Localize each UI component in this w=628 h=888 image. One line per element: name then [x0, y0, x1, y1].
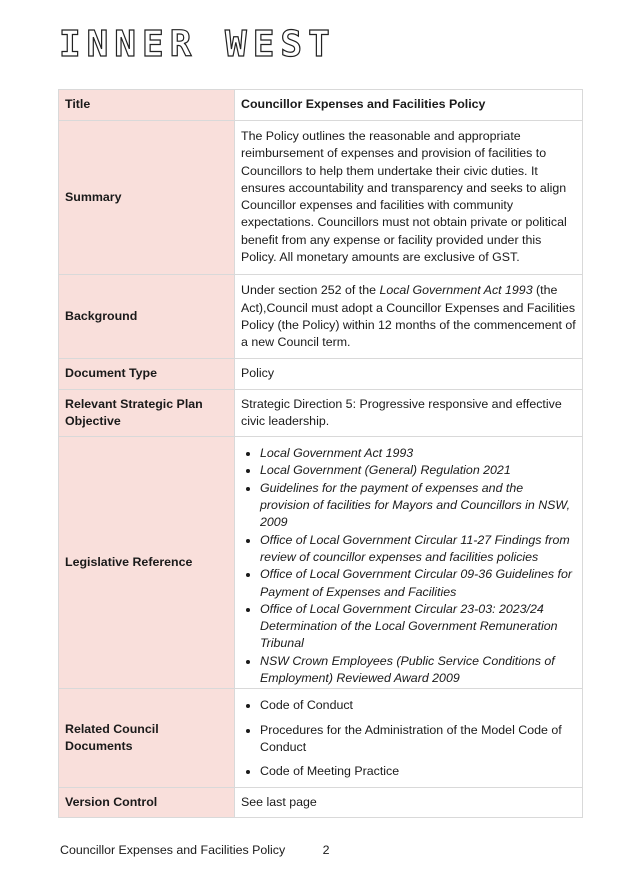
legislative-label: Legislative Reference: [59, 437, 235, 689]
summary-label: Summary: [59, 121, 235, 275]
related-value: [235, 689, 583, 787]
list-item: • Office of Local Government Circular 09-36 Guidelines for Payment of Expenses and Facilities: [260, 566, 576, 601]
table-row: [59, 90, 583, 121]
summary-value: [235, 121, 583, 275]
title-value: Councillor Expenses and Facilities Policy: [235, 90, 583, 121]
strategic-label: Relevant Strategic Plan Objective: [59, 389, 235, 437]
version-value: See last page: [235, 787, 583, 817]
list-item: • Guidelines for the payment of expenses and the provision of facilities for Mayors and Councillors in NSW, 2009: [260, 480, 576, 532]
background-text: [241, 282, 576, 351]
summary-text: The Policy outlines the reasonable and appropriate reimbursement of expenses and provision of facilities to Councillors to help them undertake their civic duties. It ensures accountability and transparency and seeks to align Councillor expenses and facilities with community expectations. Councillors must not obtain private or political benefit from any expense or facility provided under this Policy. All monetary amounts are exclusive of GST.: [241, 129, 567, 265]
strategic-value: Strategic Direction 5: Progressive responsive and effective civic leadership.: [235, 389, 583, 437]
list-item: • Code of Meeting Practice: [260, 763, 576, 780]
table-row: [59, 787, 583, 817]
list-item: • Office of Local Government Circular 11-27 Findings from review of councillor expenses and facilities policies: [260, 532, 576, 567]
logo-text: INNER WEST: [59, 24, 336, 65]
table-row: [59, 358, 583, 389]
version-label: Version Control: [59, 787, 235, 817]
table-row: [59, 689, 583, 787]
list-item: • Office of Local Government Circular 23-03: 2023/24 Determination of the Local Government Remuneration Tribunal: [260, 601, 576, 653]
doctype-label: Document Type: [59, 358, 235, 389]
footer-doc-title: Councillor Expenses and Facilities Policy: [60, 843, 286, 857]
list-item: • Local Government (General) Regulation 2021: [260, 462, 576, 479]
list-item: • Local Government Act 1993: [260, 445, 576, 462]
list-item: • NSW Crown Employees (Public Service Conditions of Employment) Reviewed Award 2009: [260, 653, 576, 688]
background-text-pre: Under section 252 of the: [241, 283, 380, 298]
table-row: [59, 121, 583, 275]
doctype-value: Policy: [235, 358, 583, 389]
background-text-post: (the Act),Council must adopt a Councillor Expenses and Facilities Policy (the Policy) within 12 months of the commencement of a new Council term.: [241, 283, 576, 350]
background-label: Background: [59, 275, 235, 358]
page-footer: [60, 843, 330, 857]
policy-info-table: [58, 89, 583, 818]
page-number: 2: [322, 843, 330, 857]
table-row: [59, 437, 583, 689]
legislative-value: [235, 437, 583, 689]
table-row: [59, 275, 583, 358]
table-row: [59, 389, 583, 437]
background-act-name: Local Government Act 1993: [379, 283, 533, 298]
background-value: [235, 275, 583, 358]
related-list: [241, 697, 576, 780]
legislative-list: [241, 445, 576, 687]
inner-west-logo: [59, 24, 336, 65]
related-label: Related Council Documents: [59, 689, 235, 787]
list-item: • Code of Conduct: [260, 697, 576, 714]
title-label: Title: [59, 90, 235, 121]
list-item: • Procedures for the Administration of the Model Code of Conduct: [260, 722, 576, 757]
